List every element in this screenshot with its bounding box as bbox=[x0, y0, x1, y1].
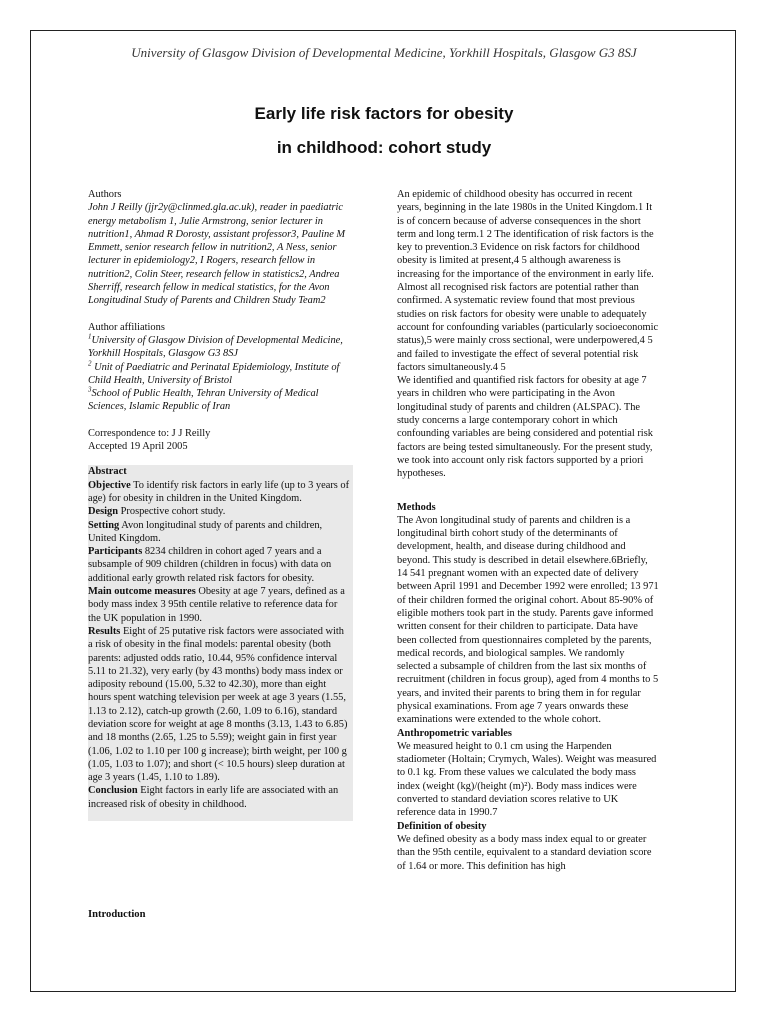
anthropometric-paragraph: We measured height to 0.1 cm using the Harpenden stadiometer (Holtain; Crymych, Wales). Weight was measured to 0.1 kg. From these values we calculated the body mass index (weight (kg)/(height (m)²). Body mass indices were converted to standard deviation scores relative to UK reference data in 1990.7 bbox=[397, 740, 657, 819]
affiliation-1: $^1$University of Glasgow Division of Developmental Medicine, Yorkhill Hospitals, Glasgow G3 8SJ bbox=[88, 332, 343, 360]
abstract-objective: Objective To identify risk factors in early life (up to 3 years of age) for obesity in children in the United Kingdom. bbox=[88, 479, 350, 504]
header-affiliation: University of Glasgow Division of Developmental Medicine, Yorkhill Hospitals, Glasgow G3 8SJ bbox=[131, 45, 637, 60]
methods-heading: Methods bbox=[397, 501, 436, 513]
article-title-line-1: Early life risk factors for obesity bbox=[254, 104, 514, 123]
authors-label: Authors bbox=[88, 189, 122, 200]
abstract-box bbox=[88, 465, 353, 821]
definition-heading: Definition of obesity bbox=[397, 820, 487, 832]
left-column bbox=[88, 188, 353, 821]
abstract-participants: Participants 8234 children in cohort aged 7 years and a subsample of 909 children (children in focus) with data on additional early growth related risk factors for obesity. bbox=[88, 546, 332, 584]
right-column bbox=[397, 188, 659, 873]
affiliation-2: $^2$ Unit of Paediatric and Perinatal Epidemiology, Institute of Child Health, University of Bristol bbox=[88, 359, 340, 386]
abstract-design: Design Prospective cohort study. bbox=[88, 506, 226, 518]
intro-paragraph-2: We identified and quantified risk factors for obesity at age 7 years in children who were participating in the Avon longitudinal study of parents and children (ALSPAC). The study concerns a large contemporary cohort in which confounding variables are being considered and potential risk factors are being tested simultaneously. For the present study, we took into account only risk factors supported by a priori hypotheses. bbox=[397, 375, 653, 480]
abstract-heading: Abstract bbox=[88, 466, 127, 478]
abstract-conclusion: Conclusion Eight factors in early life are associated with an increased risk of obesity in childhood. bbox=[88, 785, 339, 810]
correspondence-line: Correspondence to: J J Reilly bbox=[88, 427, 211, 439]
introduction-heading: Introduction bbox=[88, 909, 146, 920]
abstract-main-outcome: Main outcome measures Obesity at age 7 years, defined as a body mass index 3 95th centile relative to reference data for the UK population in 1990. bbox=[88, 586, 345, 624]
article-title-line-2: in childhood: cohort study bbox=[276, 138, 492, 157]
methods-paragraph: The Avon longitudinal study of parents and children is a longitudinal birth cohort study of the determinants of development, health, and disease during childhood and beyond. This study is described in detail elsewhere.6Briefly, 14 541 pregnant women with an expected date of delivery between April 1991 and December 1992 were enrolled; 13 971 of their children formed the original cohort. About 85-90% of eligible mothers took part in the study. Parents gave informed written consent for their children to participate. Data have been collected from questionnaires completed by the parents, medical records, and biological samples. We randomly selected a subsample of children from the last six months of recruitment (children in focus group), aged from 4 months to 5 years, and invited their parents to bring them in for regular physical examinations. From age 7 years onwards these examinations were extended to the whole cohort. bbox=[397, 514, 659, 726]
intro-paragraph-1: An epidemic of childhood obesity has occurred in recent years, beginning in the late 1980s in the United Kingdom.1 It is of concern because of adverse consequences in the short term and long term.1 2 The identification of risk factors is the key to prevention.3 Evidence on risk factors for childhood obesity is limited at present,4 5 although awareness is increasing for the importance of the environment in early life. Almost all recognised risk factors are potential rather than confirmed. A systematic review found that most previous studies on risk factors for obesity were unable to adequately account for confounding variables (particularly socioeconomic status),5 were mainly cross sectional, were underpowered,4 5 and failed to investigate the effect of several potential risk factors simultaneously.4 5 bbox=[397, 189, 659, 373]
anthropometric-heading: Anthropometric variables bbox=[397, 727, 512, 739]
definition-paragraph: We defined obesity as a body mass index equal to or greater than the 95th centile, equivalent to a standard deviation score of 1.64 or more. This definition has high bbox=[397, 833, 652, 872]
abstract-results: Results Eight of 25 putative risk factors were associated with a risk of obesity in the final models: parental obesity (both parents: adjusted odds ratio, 10.44, 95% confidence interval 5.11 to 21.32), very early (by 43 months) body mass index or adiposity rebound (15.00, 5.32 to 42.30), more than eight hours spent watching television per week at age 3 years (1.55, 1.13 to 2.12), catch-up growth (2.60, 1.09 to 6.16), standard deviation score for weight at age 8 months (3.13, 1.43 to 6.85) and 18 months (2.65, 1.25 to 5.59); weight gain in first year (1.06, 1.02 to 1.10 per 100 g increase); birth weight, per 100 g (1.05, 1.03 to 1.07); and short (< 10.5 hours) sleep duration at age 3 years (1.45, 1.10 to 1.89). bbox=[88, 625, 348, 784]
abstract-setting: Setting Avon longitudinal study of parents and children, United Kingdom. bbox=[88, 519, 323, 544]
affiliation-3: $^3$School of Public Health, Tehran University of Medical Sciences, Islamic Republic of Iran bbox=[88, 385, 319, 413]
accepted-date: Accepted 19 April 2005 bbox=[88, 441, 188, 453]
authors-text: John J Reilly (jjr2y@clinmed.gla.ac.uk), reader in paediatric energy metabolism 1, Julie Armstrong, senior lecturer in nutrition1, Ahmad R Dorosty, assistant professor3, Pauline M Emmett, senior research fellow in nutrition2, A Ness, senior lecturer in epidemiology2, I Rogers, research fellow in nutrition2, Colin Steer, research fellow in statistics2, Andrea Sherriff, research fellow in medical statistics, for the Avon Longitudinal Study of Parents and Children Study Team2 bbox=[88, 202, 346, 307]
affiliations-label: Author affiliations bbox=[88, 321, 165, 333]
